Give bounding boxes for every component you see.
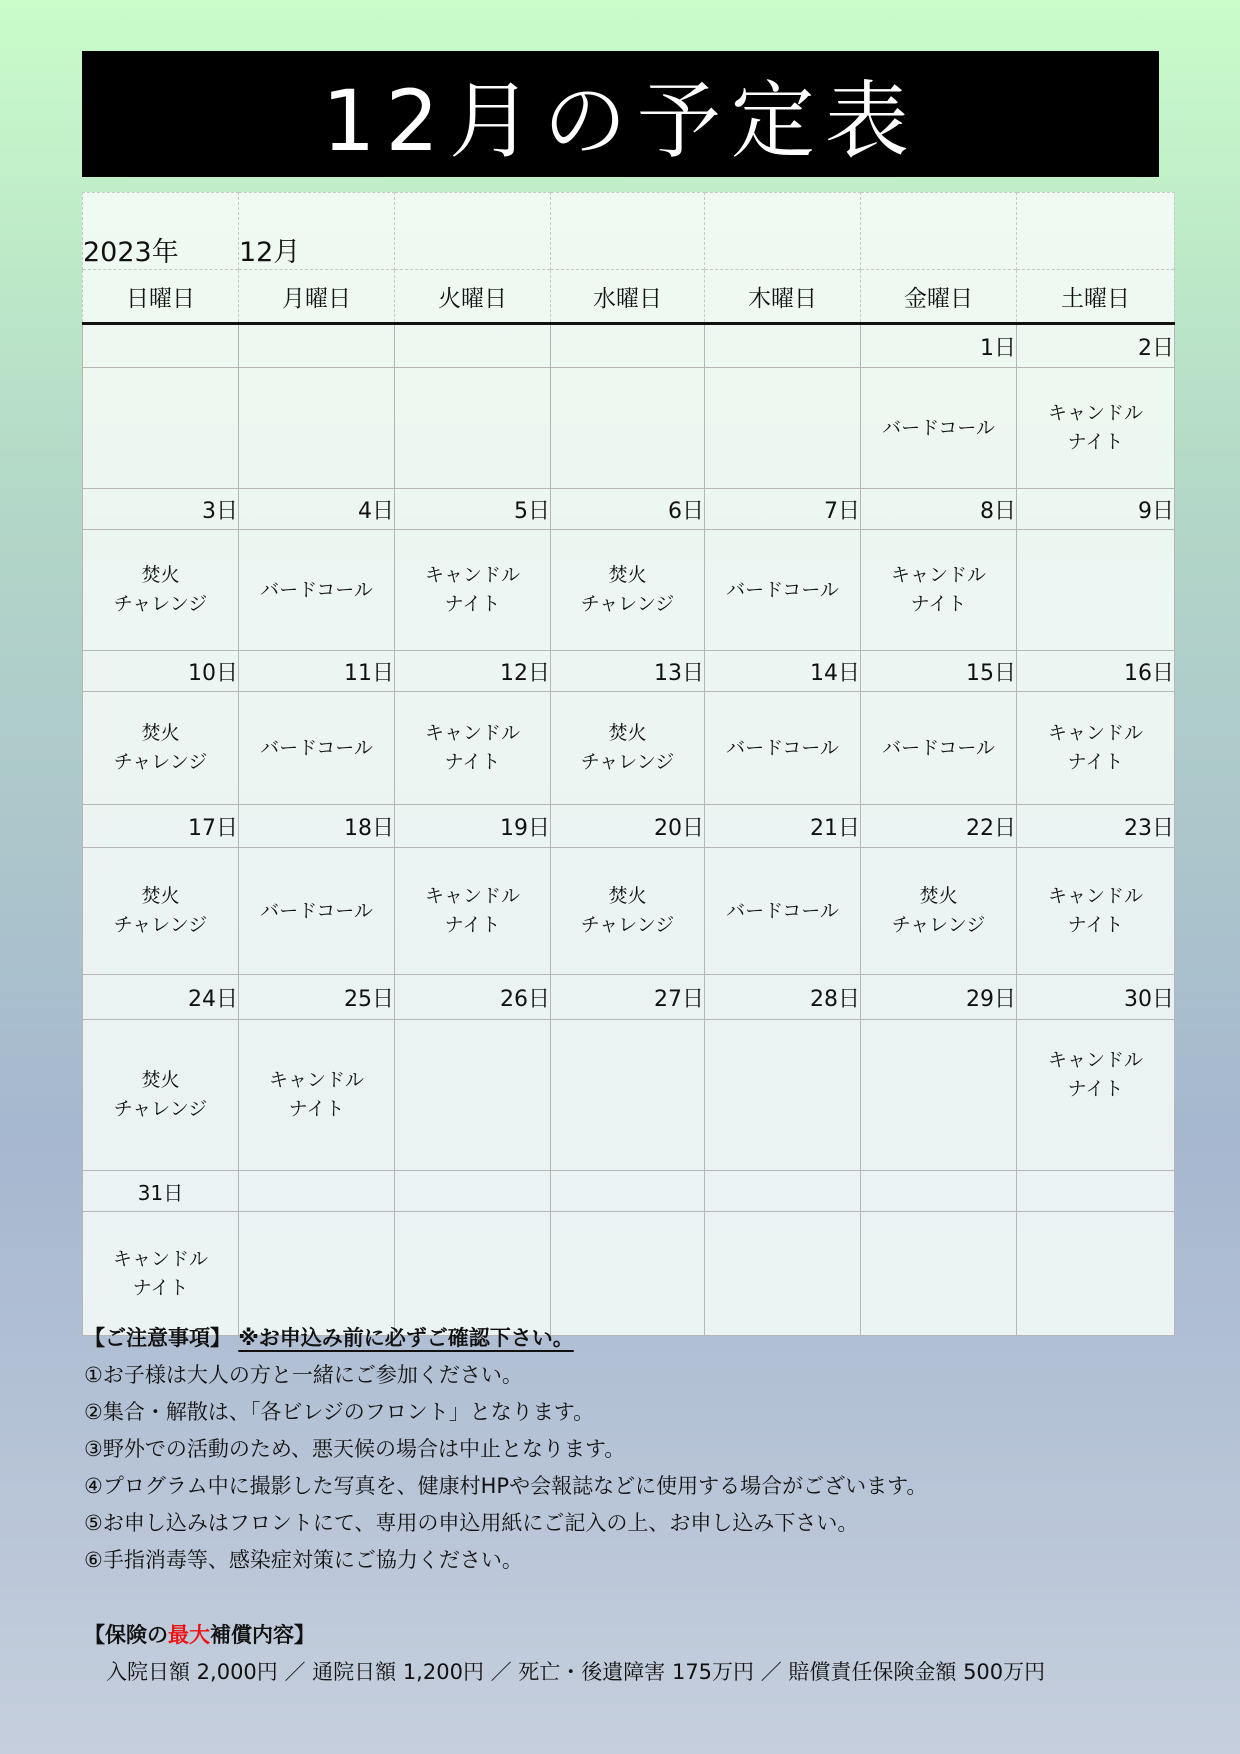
- event-label: 焚火 チャレンジ: [580, 564, 675, 615]
- event-label: 焚火 チャレンジ: [113, 1069, 208, 1120]
- date-cell: 24日: [83, 975, 239, 1020]
- event-label: 焚火 チャレンジ: [113, 885, 208, 936]
- date-row: [83, 805, 1175, 848]
- insurance-details: 入院日額 2,000円 ／ 通院日額 1,200円 ／ 死亡・後遺障害 175万円 ／ 賠償責任保険金額 500万円: [106, 1660, 1046, 1684]
- date-cell: 16日: [1017, 651, 1175, 692]
- event-cell: [239, 848, 395, 975]
- event-label: バードコール: [260, 578, 373, 601]
- event-label: キャンドル ナイト: [1047, 402, 1143, 453]
- date-cell: 7日: [705, 489, 861, 530]
- event-cell: [83, 530, 239, 651]
- event-cell: [551, 1212, 705, 1336]
- event-label: 焚火 チャレンジ: [580, 885, 675, 936]
- date-cell: 3日: [83, 489, 239, 530]
- event-cell: [861, 530, 1017, 651]
- event-cell: [83, 848, 239, 975]
- date-cell: [1017, 1171, 1175, 1212]
- date-cell: 30日: [1017, 975, 1175, 1020]
- date-row: [83, 1171, 1175, 1212]
- date-cell: 25日: [239, 975, 395, 1020]
- event-label: バードコール: [726, 578, 839, 601]
- notes-heading: 【ご注意事項】: [84, 1326, 231, 1350]
- event-cell: [861, 1212, 1017, 1336]
- date-cell: 22日: [861, 805, 1017, 848]
- insurance-heading-pre: 【保険の: [84, 1623, 168, 1647]
- date-row: [83, 975, 1175, 1020]
- event-cell: [239, 1020, 395, 1171]
- event-cell: [395, 1020, 551, 1171]
- page-title: 12月の予定表: [82, 51, 1159, 177]
- event-cell: [1017, 692, 1175, 805]
- note-item: ④プログラム中に撮影した写真を、健康村HPや会報誌などに使用する場合がございます。: [84, 1474, 928, 1498]
- event-label: バードコール: [882, 736, 995, 759]
- event-label: 焚火 チャレンジ: [891, 885, 986, 936]
- note-item: ⑤お申し込みはフロントにて、専用の申込用紙にご記入の上、お申し込み下さい。: [84, 1511, 859, 1535]
- event-label: キャンドル ナイト: [112, 1247, 208, 1299]
- weekday-header: 火曜日: [395, 270, 551, 324]
- month-label: 12月: [239, 193, 395, 270]
- event-label: キャンドル ナイト: [424, 722, 520, 773]
- date-cell: 17日: [83, 805, 239, 848]
- event-label: キャンドル ナイト: [1047, 722, 1143, 773]
- date-cell: 19日: [395, 805, 551, 848]
- date-cell: 13日: [551, 651, 705, 692]
- event-cell: [861, 1020, 1017, 1171]
- year-label: 2023年: [83, 193, 239, 270]
- event-cell: [83, 1212, 239, 1336]
- weekday-header: 日曜日: [83, 270, 239, 324]
- calendar: [82, 192, 1174, 1336]
- event-cell: [1017, 848, 1175, 975]
- event-cell: [395, 1212, 551, 1336]
- event-cell: [551, 368, 705, 489]
- event-cell: [551, 1020, 705, 1171]
- event-cell: [83, 368, 239, 489]
- event-label: キャンドル ナイト: [890, 564, 986, 615]
- date-cell: 8日: [861, 489, 1017, 530]
- event-label: キャンドル ナイト: [1047, 1049, 1143, 1100]
- date-cell: 9日: [1017, 489, 1175, 530]
- date-cell: 20日: [551, 805, 705, 848]
- notes-heading-line: [84, 1320, 1174, 1357]
- event-label: キャンドル ナイト: [1047, 885, 1143, 936]
- event-row: [83, 848, 1175, 975]
- note-item: ⑥手指消毒等、感染症対策にご協力ください。: [84, 1548, 523, 1572]
- event-row: [83, 530, 1175, 651]
- date-row: [83, 324, 1175, 368]
- date-cell: [239, 324, 395, 368]
- date-cell: [705, 324, 861, 368]
- notes-section: [84, 1320, 1174, 1579]
- insurance-heading: [84, 1617, 1174, 1653]
- event-label: バードコール: [260, 899, 373, 922]
- event-cell: [1017, 1020, 1175, 1171]
- event-cell: [1017, 368, 1175, 489]
- event-cell: [1017, 530, 1175, 651]
- weekday-header: 木曜日: [705, 270, 861, 324]
- date-cell: 18日: [239, 805, 395, 848]
- date-cell: [395, 324, 551, 368]
- weekday-header: 金曜日: [861, 270, 1017, 324]
- date-cell: 14日: [705, 651, 861, 692]
- event-cell: [861, 848, 1017, 975]
- weekday-header: 水曜日: [551, 270, 705, 324]
- date-cell: [551, 324, 705, 368]
- event-cell: [239, 692, 395, 805]
- date-cell: 4日: [239, 489, 395, 530]
- weekday-header: 土曜日: [1017, 270, 1175, 324]
- event-row: [83, 1020, 1175, 1171]
- date-cell: 15日: [861, 651, 1017, 692]
- date-cell: [239, 1171, 395, 1212]
- date-cell: 27日: [551, 975, 705, 1020]
- date-cell: 12日: [395, 651, 551, 692]
- event-label: キャンドル ナイト: [424, 564, 520, 615]
- event-cell: [551, 692, 705, 805]
- date-cell: [551, 1171, 705, 1212]
- event-cell: [551, 848, 705, 975]
- date-cell: [395, 1171, 551, 1212]
- date-cell: [705, 1171, 861, 1212]
- date-row: [83, 489, 1175, 530]
- date-cell: [861, 1171, 1017, 1212]
- event-label: バードコール: [882, 416, 995, 439]
- event-cell: [395, 848, 551, 975]
- note-item: ①お子様は大人の方と一緒にご参加ください。: [84, 1363, 523, 1387]
- event-row: [83, 692, 1175, 805]
- date-cell: 29日: [861, 975, 1017, 1020]
- event-cell: [861, 368, 1017, 489]
- date-cell: 6日: [551, 489, 705, 530]
- event-cell: [705, 1212, 861, 1336]
- event-label: 焚火 チャレンジ: [113, 722, 208, 773]
- insurance-heading-post: 補償内容】: [210, 1623, 315, 1647]
- weekday-header: 月曜日: [239, 270, 395, 324]
- event-label: キャンドル ナイト: [268, 1069, 364, 1120]
- event-cell: [239, 1212, 395, 1336]
- event-cell: [83, 1020, 239, 1171]
- event-cell: [395, 368, 551, 489]
- note-item: ②集合・解散は、「各ビレジのフロント」となります。: [84, 1400, 595, 1424]
- date-cell: 1日: [861, 324, 1017, 368]
- event-row: [83, 368, 1175, 489]
- event-cell: [395, 692, 551, 805]
- note-item: ③野外での活動のため、悪天候の場合は中止となります。: [84, 1437, 626, 1461]
- calendar-table: [82, 192, 1175, 1336]
- event-cell: [705, 848, 861, 975]
- event-label: バードコール: [260, 736, 373, 759]
- date-row: [83, 651, 1175, 692]
- event-cell: [705, 368, 861, 489]
- year-month-row: [83, 193, 1175, 270]
- event-cell: [705, 692, 861, 805]
- event-cell: [705, 1020, 861, 1171]
- event-cell: [239, 368, 395, 489]
- event-cell: [861, 692, 1017, 805]
- date-cell: 11日: [239, 651, 395, 692]
- insurance-heading-emphasis: 最大: [168, 1623, 210, 1647]
- event-cell: [1017, 1212, 1175, 1336]
- weekday-header-row: [83, 270, 1175, 324]
- event-label: キャンドル ナイト: [424, 885, 520, 936]
- date-cell: 21日: [705, 805, 861, 848]
- event-label: バードコール: [726, 736, 839, 759]
- event-label: 焚火 チャレンジ: [580, 722, 675, 773]
- event-cell: [395, 530, 551, 651]
- date-cell: 5日: [395, 489, 551, 530]
- date-cell: 26日: [395, 975, 551, 1020]
- date-cell: 23日: [1017, 805, 1175, 848]
- date-cell: 28日: [705, 975, 861, 1020]
- event-label: バードコール: [726, 899, 839, 922]
- date-cell: 10日: [83, 651, 239, 692]
- date-cell: [83, 324, 239, 368]
- event-row: [83, 1212, 1175, 1336]
- notes-subheading: ※お申込み前に必ずご確認下さい。: [238, 1326, 574, 1350]
- event-cell: [239, 530, 395, 651]
- event-cell: [551, 530, 705, 651]
- event-label: 焚火 チャレンジ: [113, 564, 208, 615]
- event-cell: [83, 692, 239, 805]
- event-cell: [705, 530, 861, 651]
- date-cell: 31日: [83, 1171, 239, 1212]
- date-cell: 2日: [1017, 324, 1175, 368]
- insurance-section: [84, 1617, 1174, 1691]
